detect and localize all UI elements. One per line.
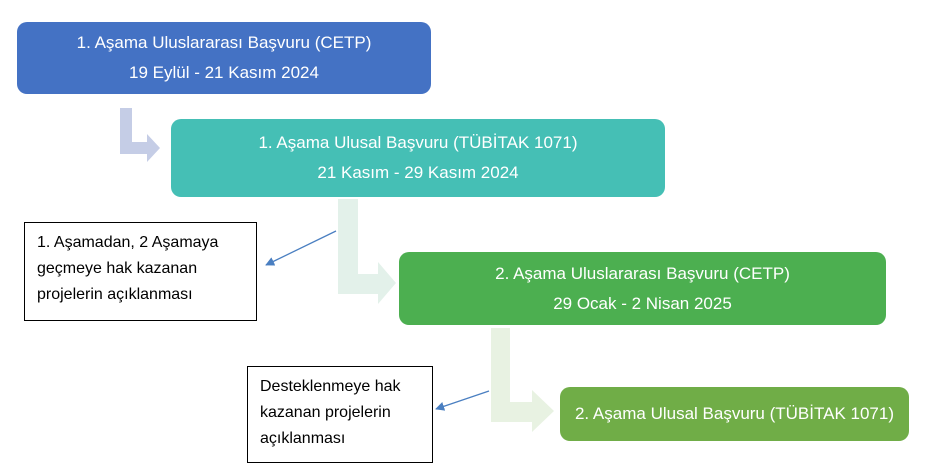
stage3-dates: 29 Ocak - 2 Nisan 2025: [553, 293, 732, 313]
stage4-box: [560, 387, 909, 441]
stage1-box: [17, 22, 431, 94]
bent-arrow-stage1-to-stage2: [120, 108, 160, 162]
stage1-dates: 19 Eylül - 21 Kasım 2024: [129, 63, 319, 82]
bent-arrow-stage3-to-stage4: [491, 328, 554, 432]
stage2-box: [171, 119, 665, 197]
note1-box: 1. Aşamadan, 2 Aşamaya geçmeye hak kazanan projelerin açıklanması: [24, 222, 257, 321]
stage1-title: 1. Aşama Uluslararası Başvuru (CETP): [76, 33, 372, 52]
stage2-dates: 21 Kasım - 29 Kasım 2024: [317, 163, 519, 182]
stage3-title: 2. Aşama Uluslararası Başvuru (CETP): [495, 263, 790, 283]
stage4-title: 2. Aşama Ulusal Başvuru (TÜBİTAK 1071): [574, 404, 895, 423]
pointer-arrow-note1: [266, 231, 336, 265]
bent-arrow-stage2-to-stage3: [338, 199, 396, 304]
pointer-arrow-note2: [436, 391, 489, 409]
stage2-title: 1. Aşama Ulusal Başvuru (TÜBİTAK 1071): [258, 133, 578, 152]
note2-box: Desteklenmeye hak kazanan projelerin açıklanması: [247, 366, 433, 463]
stage3-box: [399, 252, 886, 325]
